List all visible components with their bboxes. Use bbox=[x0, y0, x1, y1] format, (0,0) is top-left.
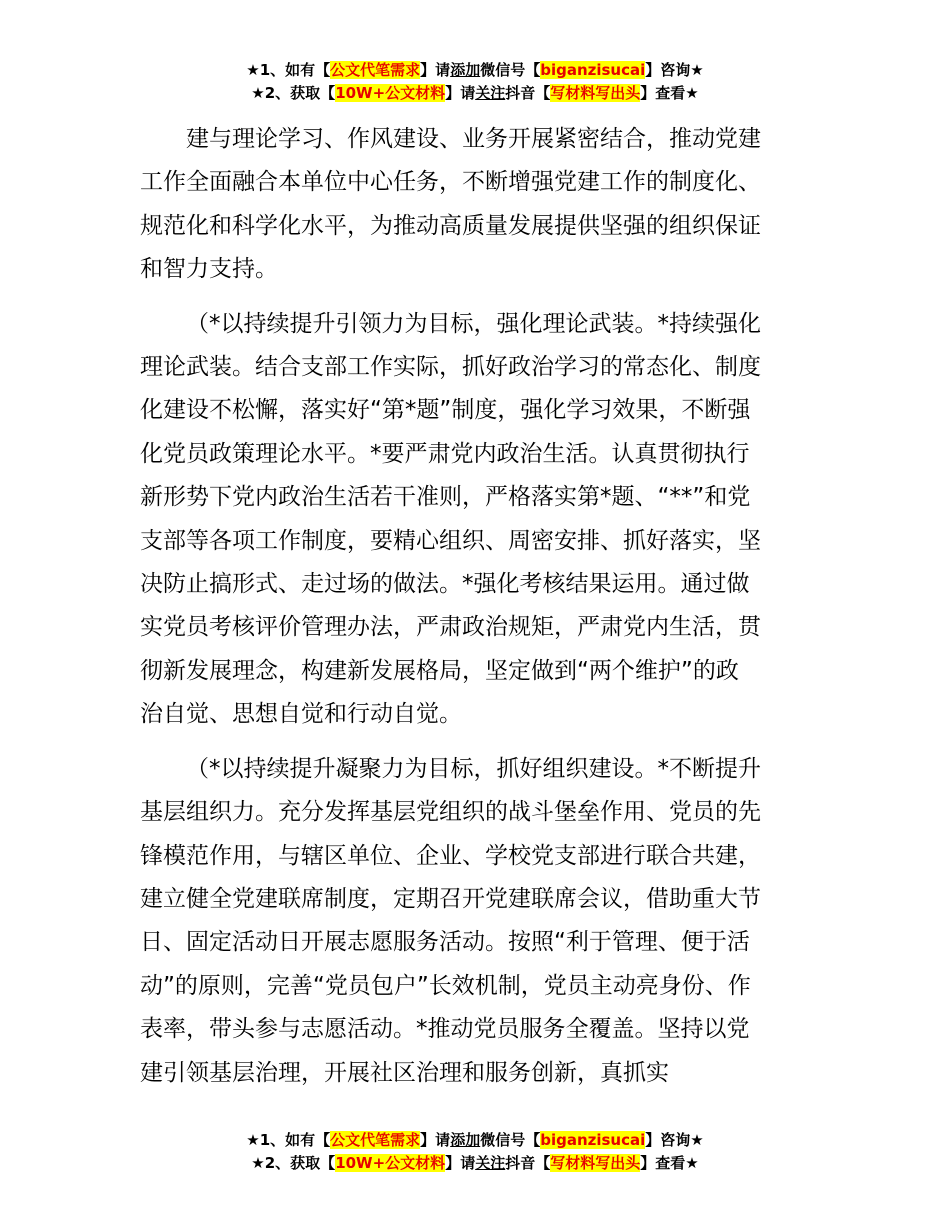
text-line: 理论武装。结合支部工作实际，抓好政治学习的常态化、制度 bbox=[140, 354, 761, 381]
banner-text: 】请 bbox=[445, 84, 476, 102]
text-line: 日、固定活动日开展志愿服务活动。按照“利于管理、便于活 bbox=[140, 929, 750, 956]
text-line: 基层组织力。充分发挥基层党组织的战斗堡垒作用、党员的先 bbox=[140, 799, 761, 826]
text-line: 锋模范作用，与辖区单位、企业、学校党支部进行联合共建， bbox=[140, 842, 761, 869]
paragraph-2 bbox=[140, 303, 812, 737]
banner-text: 】查看★ bbox=[640, 84, 699, 102]
text-line: 建引领基层治理，开展社区治理和服务创新，真抓实 bbox=[140, 1059, 669, 1086]
text-line: 实党员考核评价管理办法，严肃政治规矩，严肃党内生活，贯 bbox=[140, 614, 761, 641]
banner-underline: 关注 bbox=[475, 84, 506, 102]
text-line: （*以持续提升引领力为目标，强化理论武装。*持续强化 bbox=[186, 310, 761, 337]
banner-highlight: 公文代笔需求 bbox=[330, 1131, 421, 1149]
banner-highlight: 公文代笔需求 bbox=[330, 61, 421, 79]
text-line: 新形势下党内政治生活若干准则，严格落实第*题、“**”和党 bbox=[140, 484, 751, 511]
banner-text: 】咨询★ bbox=[645, 61, 704, 79]
banner-underline: 关注 bbox=[475, 1154, 506, 1172]
paragraph-3 bbox=[140, 748, 812, 1095]
banner-text: 微信号【 bbox=[480, 61, 541, 79]
banner-text: 抖音【 bbox=[505, 1154, 551, 1172]
banner-text: ★2、获取【 bbox=[251, 84, 336, 102]
text-line: 治自觉、思想自觉和行动自觉。 bbox=[140, 701, 462, 728]
banner-text: 】请 bbox=[445, 1154, 476, 1172]
text-line: 动”的原则，完善“党员包户”长效机制，党员主动亮身份、作 bbox=[140, 972, 751, 999]
text-line: （*以持续提升凝聚力为目标，抓好组织建设。*不断提升 bbox=[186, 755, 761, 782]
banner-line-2 bbox=[0, 1152, 950, 1175]
paragraph-1 bbox=[140, 118, 812, 292]
banner-highlight: biganzisucai bbox=[540, 1131, 646, 1149]
banner-text: ★1、如有【 bbox=[246, 1131, 331, 1149]
banner-underline: 添加 bbox=[450, 61, 481, 79]
banner-text: 】咨询★ bbox=[645, 1131, 704, 1149]
text-line: 决防止搞形式、走过场的做法。*强化考核结果运用。通过做 bbox=[140, 571, 750, 598]
banner-text: ★1、如有【 bbox=[246, 61, 331, 79]
text-line: 彻新发展理念，构建新发展格局，坚定做到“两个维护”的政 bbox=[140, 657, 739, 684]
banner-line-1 bbox=[0, 1129, 950, 1152]
text-line: 化建设不松懈，落实好“第*题”制度，强化学习效果，不断强 bbox=[140, 397, 751, 424]
banner-highlight: 写材料写出头 bbox=[550, 84, 641, 102]
header-banner bbox=[0, 59, 950, 105]
banner-highlight: 写材料写出头 bbox=[550, 1154, 641, 1172]
banner-text: ★2、获取【 bbox=[251, 1154, 336, 1172]
banner-highlight: biganzisucai bbox=[540, 61, 646, 79]
footer-banner bbox=[0, 1129, 950, 1175]
banner-text: 】请 bbox=[420, 61, 451, 79]
text-line: 建立健全党建联席制度，定期召开党建联席会议，借助重大节 bbox=[140, 885, 761, 912]
text-line: 化党员政策理论水平。*要严肃党内政治生活。认真贯彻执行 bbox=[140, 440, 750, 467]
banner-text: 抖音【 bbox=[505, 84, 551, 102]
text-line: 和智力支持。 bbox=[140, 256, 278, 283]
banner-line-2 bbox=[0, 82, 950, 105]
banner-line-1 bbox=[0, 59, 950, 82]
document-body bbox=[140, 118, 812, 1106]
text-line: 支部等各项工作制度，要精心组织、周密安排、抓好落实，坚 bbox=[140, 527, 761, 554]
banner-highlight: 10W+公文材料 bbox=[335, 1154, 446, 1172]
text-line: 工作全面融合本单位中心任务，不断增强党建工作的制度化、 bbox=[140, 169, 761, 196]
banner-highlight: 10W+公文材料 bbox=[335, 84, 446, 102]
banner-text: 微信号【 bbox=[480, 1131, 541, 1149]
banner-text: 】请 bbox=[420, 1131, 451, 1149]
text-line: 建与理论学习、作风建设、业务开展紧密结合，推动党建 bbox=[186, 126, 761, 152]
text-line: 规范化和科学化水平，为推动高质量发展提供坚强的组织保证 bbox=[140, 212, 761, 239]
text-line: 表率，带头参与志愿活动。*推动党员服务全覆盖。坚持以党 bbox=[140, 1016, 750, 1043]
banner-underline: 添加 bbox=[450, 1131, 481, 1149]
banner-text: 】查看★ bbox=[640, 1154, 699, 1172]
